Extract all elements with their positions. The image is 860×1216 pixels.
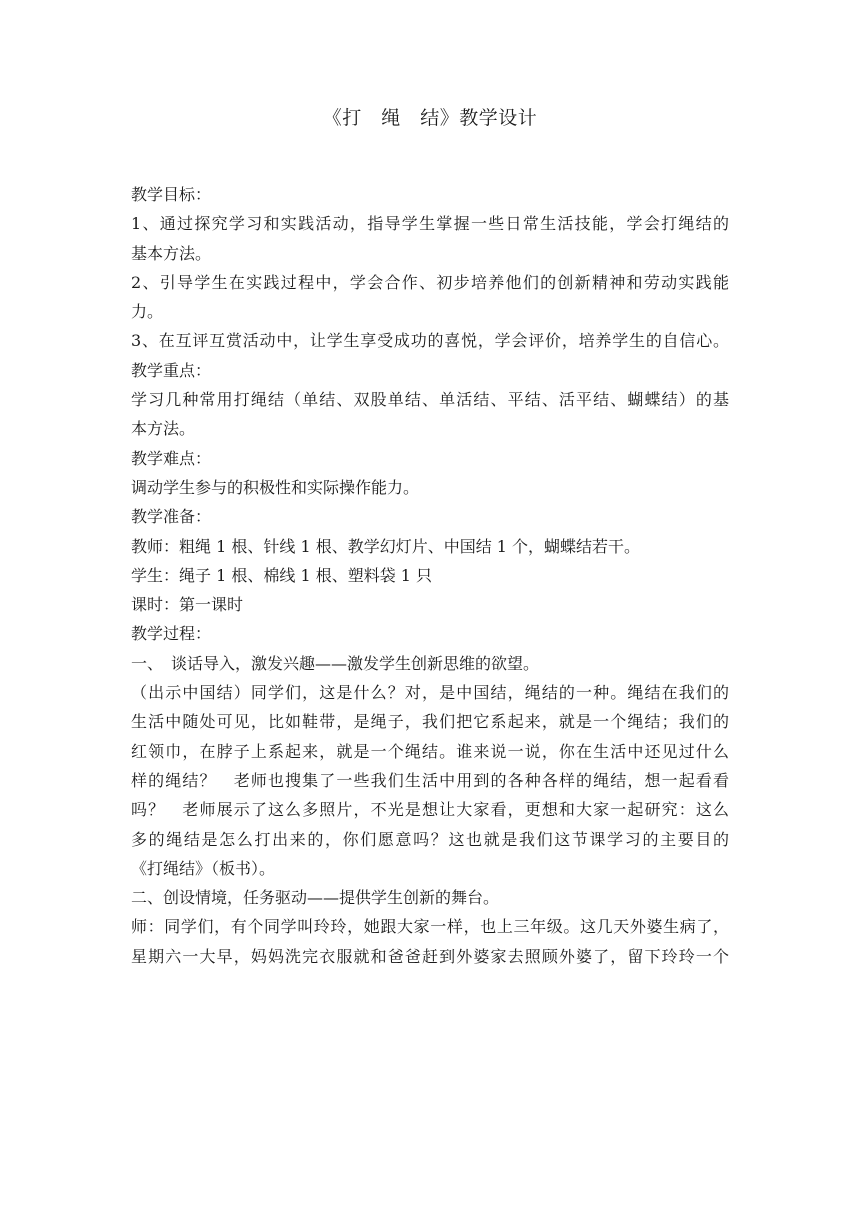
paragraph-line: 学习几种常用打绳结（单结、双股单结、单活结、平结、活平结、蝴蝶结）的基 <box>131 390 729 410</box>
paragraph-line: 星期六一大早，妈妈洗完衣服就和爸爸赶到外婆家去照顾外婆了，留下玲玲一个 <box>131 946 729 966</box>
paragraph-line: 1、通过探究学习和实践活动，指导学生掌握一些日常生活技能，学会打绳结的 <box>131 214 729 234</box>
paragraph-line: 课时：第一课时 <box>131 595 244 615</box>
heading-key-points: 教学重点： <box>131 360 212 380</box>
paragraph-line: 教师：粗绳 1 根、针线 1 根、教学幻灯片、中国结 1 个，蝴蝶结若干。 <box>131 536 641 556</box>
heading-difficulties: 教学难点： <box>131 448 212 468</box>
paragraph-line: 多的绳结是怎么打出来的，你们愿意吗？这也就是我们这节课学习的主要目的 <box>131 829 729 849</box>
section-heading: 二、创设情境，任务驱动——提供学生创新的舞台。 <box>131 888 500 908</box>
document-title: 《打 绳 结》教学设计 <box>322 107 538 129</box>
section-heading: 一、 谈话导入，激发兴趣——激发学生创新思维的欲望。 <box>131 653 540 673</box>
paragraph-line: 基本方法。 <box>131 243 212 263</box>
paragraph-line: 样的绳结？ 老师也搜集了一些我们生活中用到的各种各样的绳结，想一起看看 <box>131 770 729 790</box>
paragraph-line: 调动学生参与的积极性和实际操作能力。 <box>131 477 420 497</box>
paragraph-line: 2、引导学生在实践过程中，学会合作、初步培养他们的创新精神和劳动实践能 <box>131 272 729 292</box>
document-body <box>131 180 729 971</box>
heading-process: 教学过程： <box>131 624 212 644</box>
paragraph-line: 《打绳结》（板书）。 <box>131 858 276 878</box>
paragraph-line: 生活中随处可见，比如鞋带，是绳子，我们把它系起来，就是一个绳结；我们的 <box>131 712 729 732</box>
paragraph-line: （出示中国结）同学们，这是什么？对，是中国结，绳结的一种。绳结在我们的 <box>131 683 729 703</box>
paragraph-line: 师：同学们，有个同学叫玲玲，她跟大家一样，也上三年级。这几天外婆生病了， <box>131 917 729 937</box>
heading-preparation: 教学准备： <box>131 507 212 527</box>
paragraph-line: 吗？ 老师展示了这么多照片，不光是想让大家看，更想和大家一起研究：这么 <box>131 800 729 820</box>
paragraph-line: 红领巾，在脖子上系起来，就是一个绳结。谁来说一说，你在生活中还见过什么 <box>131 741 729 761</box>
heading-objectives: 教学目标： <box>131 185 212 204</box>
paragraph-line: 3、在互评互赏活动中，让学生享受成功的喜悦，学会评价，培养学生的自信心。 <box>131 331 729 351</box>
paragraph-line: 力。 <box>131 302 164 322</box>
paragraph-line: 本方法。 <box>131 419 196 439</box>
paragraph-line: 学生：绳子 1 根、棉线 1 根、塑料袋 1 只 <box>131 565 433 585</box>
